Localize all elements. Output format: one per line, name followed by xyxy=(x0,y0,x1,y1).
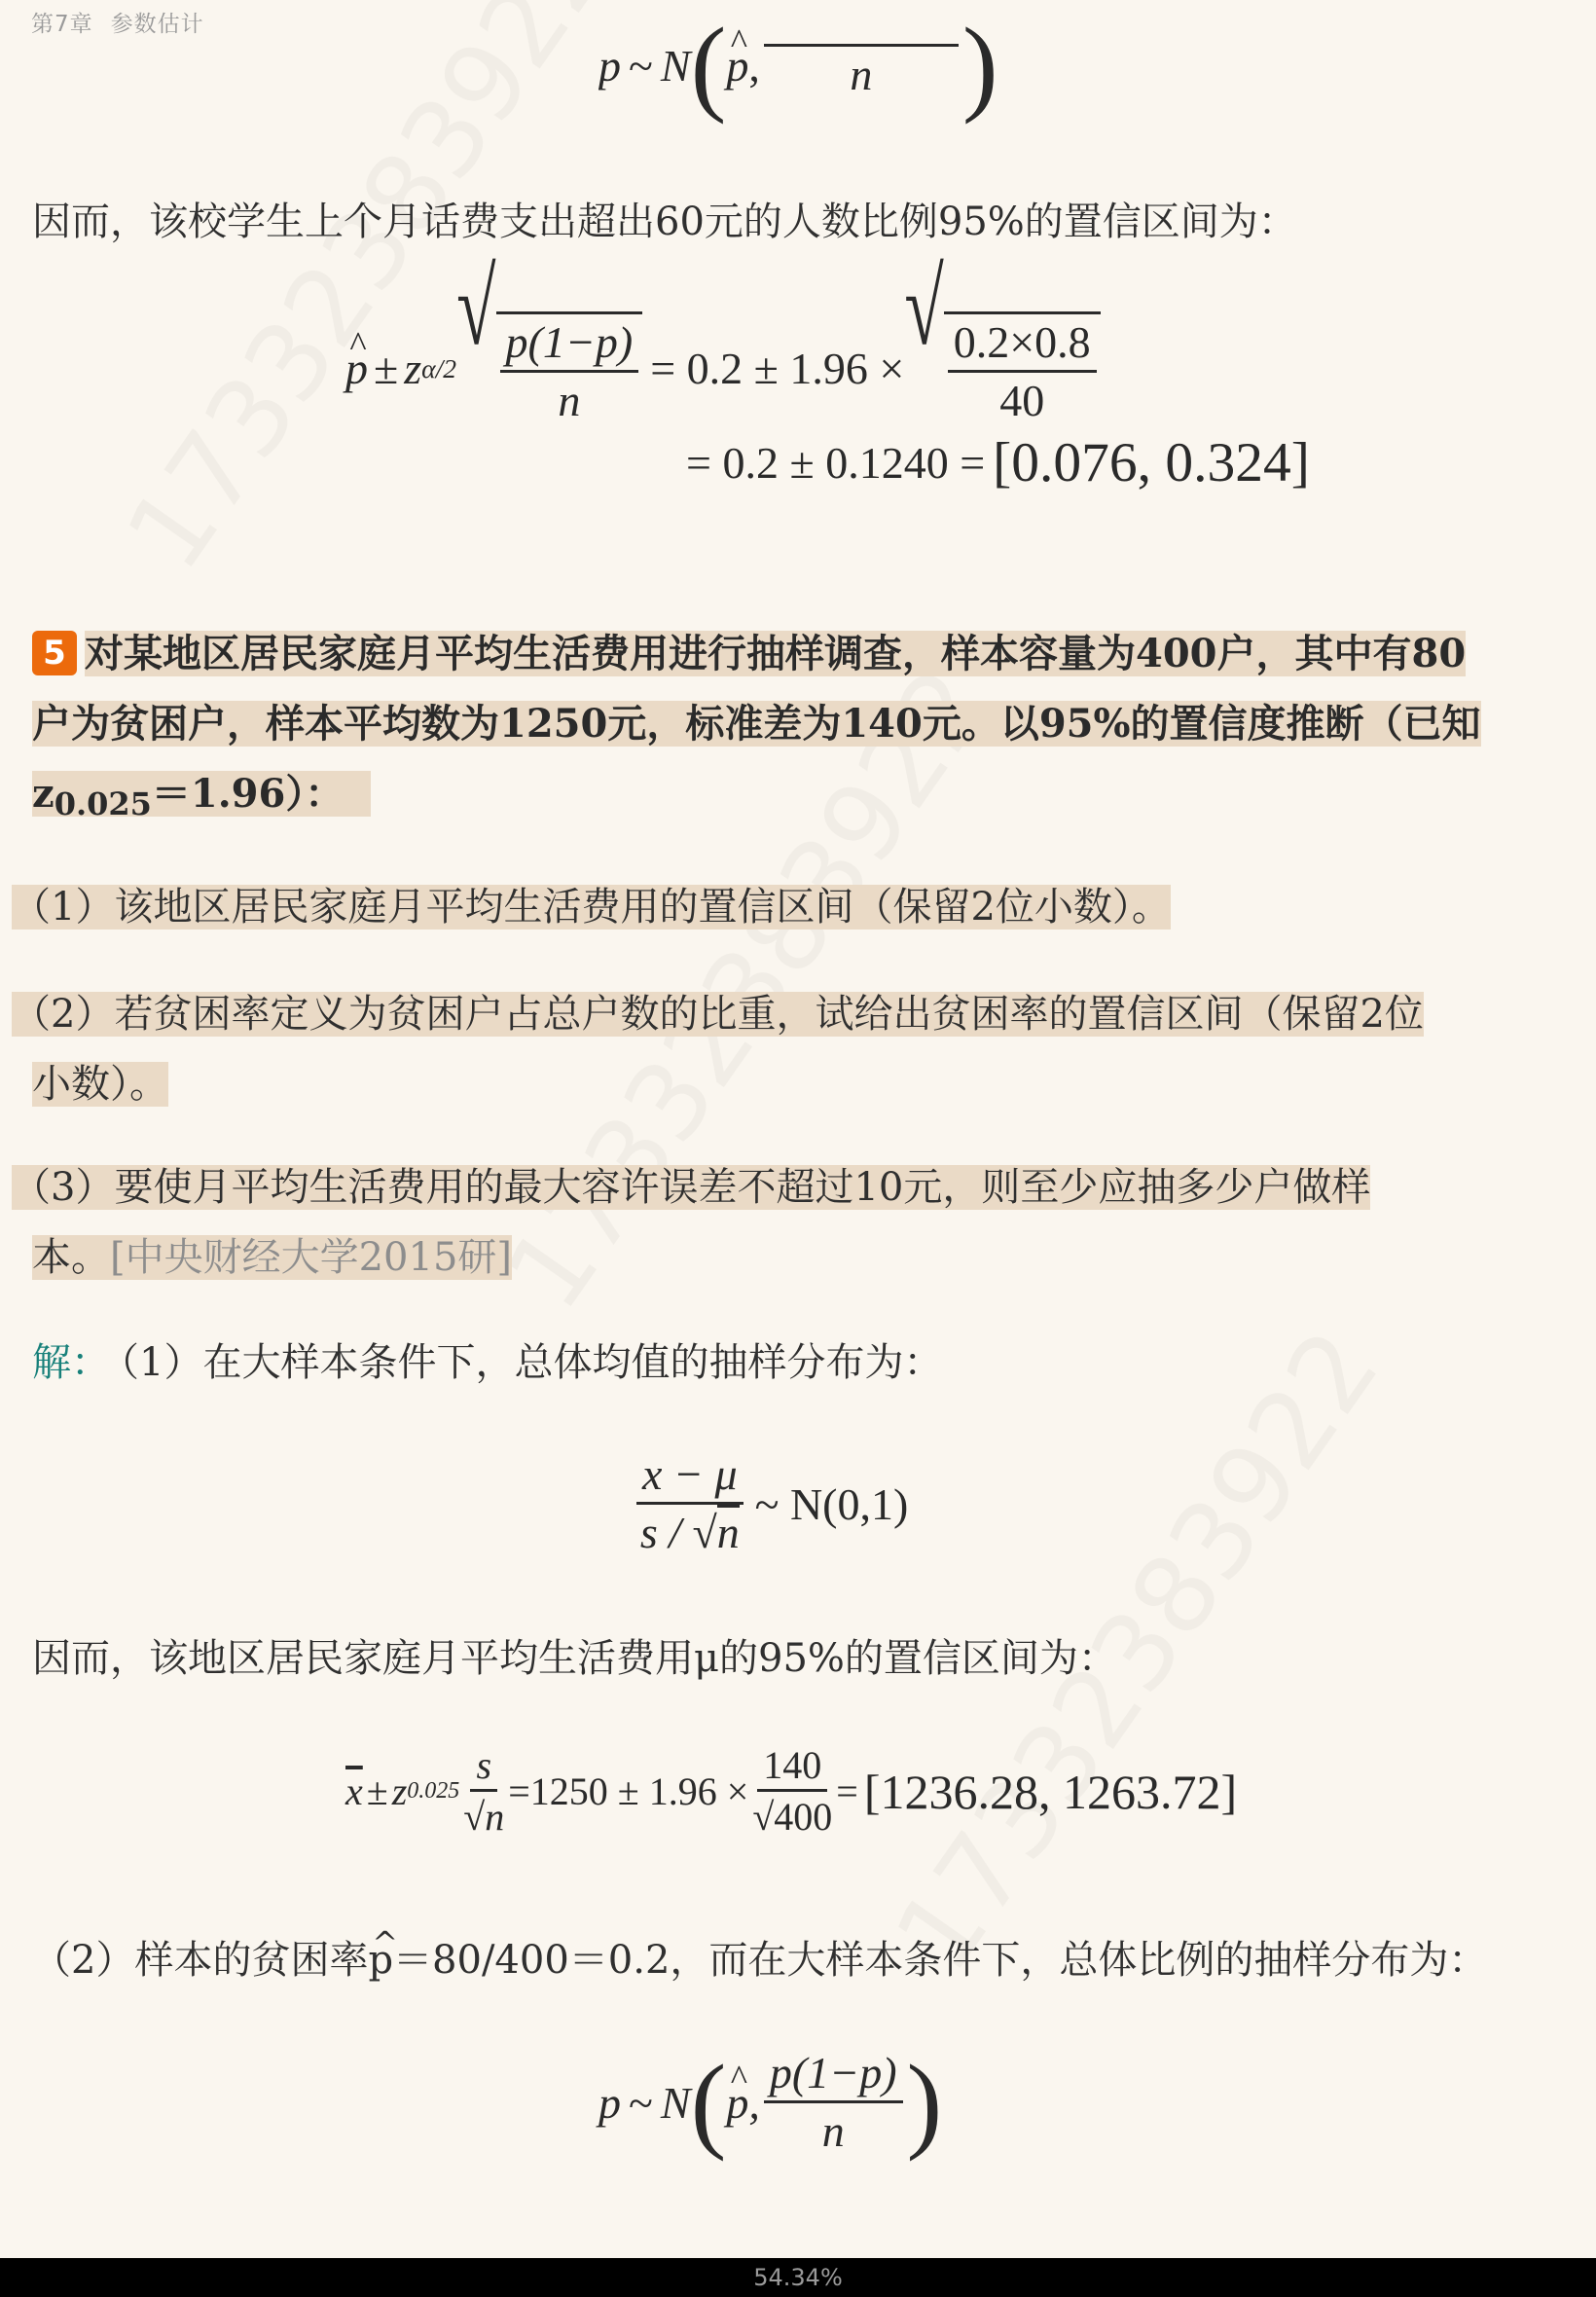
math-subscript: 0.025 xyxy=(54,785,152,822)
math-var: $\overline{x}$ xyxy=(345,1769,363,1813)
solution-text: ＝80/400＝0.2，而在大样本条件下，总体比例的抽样分布为： xyxy=(393,1938,1488,1983)
chapter-header xyxy=(31,6,204,38)
math-var: p xyxy=(598,41,621,91)
math-op: ± xyxy=(366,1769,388,1813)
math-numerator: x − μ xyxy=(636,1450,744,1505)
mean-sampling-distribution-formula: $\frac{x - \mu}{s / √n}$ ~ N(0,1) xyxy=(633,1450,908,1557)
math-numerator: p(1−p) xyxy=(500,318,639,373)
watermark xyxy=(102,0,634,592)
math-numerator: 140 xyxy=(757,1744,827,1792)
left-paren: ( xyxy=(690,6,727,126)
question-number-badge: 5 xyxy=(32,631,77,675)
math-expr: =1250 ± 1.96 × xyxy=(508,1769,749,1813)
chapter-title: 参数估计 xyxy=(110,12,204,37)
math-subscript: 0.025 xyxy=(407,1778,460,1804)
math-var: z xyxy=(404,344,422,394)
math-var: ^ p xyxy=(726,40,748,91)
sub-question-text: （1）该地区居民家庭月平均生活费用的置信区间（保留2位小数）。 xyxy=(12,885,1171,930)
proportion-sampling-distribution-formula xyxy=(598,2043,943,2162)
solution-part2-intro xyxy=(32,1925,1487,1995)
solution-label: 解： xyxy=(32,1340,110,1385)
math-denominator: 400 xyxy=(774,1795,833,1839)
math-numerator: 0.2×0.8 xyxy=(948,318,1097,373)
right-paren: ) xyxy=(906,2043,943,2162)
solution-part1-intro xyxy=(32,1328,942,1398)
solution-text: （2）样本的贫困率 xyxy=(32,1938,369,1983)
math-denominator: 40 xyxy=(999,375,1045,425)
math-op: = xyxy=(836,1769,858,1813)
math-numerator: p(1−p) xyxy=(764,2049,903,2103)
solution-text: （1）在大样本条件下，总体均值的抽样分布为： xyxy=(120,1340,943,1385)
math-op: ~ xyxy=(629,2077,653,2128)
question-text-line: 对某地区居民家庭月平均生活费用进行抽样调查，样本容量为400户，其中有80 xyxy=(85,631,1467,676)
sub-question-text: （3）要使月平均生活费用的最大容许误差不超过10元，则至少应抽多少户做样 xyxy=(12,1165,1371,1210)
math-var: N xyxy=(660,41,691,91)
sub-question-text: 本。 xyxy=(32,1235,110,1280)
math-op: ± xyxy=(374,344,399,394)
math-denominator: n xyxy=(821,2105,845,2156)
left-paren: ( xyxy=(690,2043,727,2162)
sub-question-text: 小数）。 xyxy=(32,1062,168,1107)
reading-progress-bar xyxy=(0,2258,1596,2297)
math-var: s / xyxy=(639,1507,681,1557)
question-text-line: ＝1.96）： xyxy=(151,771,345,817)
math-var: N xyxy=(660,2077,691,2128)
ci-result: [1236.28, 1263.72] xyxy=(863,1764,1238,1819)
previous-conclusion: 因而，该校学生上个月话费支出超出60元的人数比例95%的置信区间为： xyxy=(32,200,1297,244)
math-subscript: α/2 xyxy=(421,352,457,383)
reading-progress-percent: 54.34% xyxy=(753,2264,843,2291)
sub-question-1 xyxy=(12,872,1171,942)
math-denominator: n xyxy=(485,1795,505,1839)
solution-part1-conclusion: 因而，该地区居民家庭月平均生活费用μ的95%的置信区间为： xyxy=(32,1636,1117,1681)
math-numerator: s xyxy=(470,1744,497,1792)
math-var: ^ p xyxy=(345,343,368,394)
math-var: p xyxy=(598,2077,621,2128)
math-var: z xyxy=(32,771,54,817)
math-var: n xyxy=(850,50,873,99)
sub-question-2 xyxy=(12,979,1424,1119)
sub-question-text: （2）若贫困率定义为贫困户占总户数的比重，试给出贫困率的置信区间（保留2位 xyxy=(12,992,1424,1037)
mean-ci-formula: $\overline{x}$ ± z 0.025 $\frac{s}{√n}$ =1250 ± 1.96 × $\frac{140}{√400}$ = [1236.28, 1263.72] xyxy=(345,1743,1238,1839)
math-expr: = 0.2 ± 1.96 × xyxy=(650,344,905,394)
question-text-line: 户为贫困户，样本平均数为1250元，标准差为140元。以95%的置信度推断（已知 xyxy=(32,701,1481,747)
sub-question-3 xyxy=(12,1152,1370,1293)
math-expr: ~ N(0,1) xyxy=(754,1478,909,1529)
math-var: ^ p, xyxy=(726,2077,760,2129)
source-citation: [中央财经大学2015研] xyxy=(110,1235,513,1280)
math-expr: = 0.2 ± 0.1240 = xyxy=(686,438,986,489)
proportion-ci-formula: ^ p ± z α/2 √ $\frac{p(1-p)}{n}$ = 0.2 ± 1.96 × √ $\frac{0.2\times 0.8}{40}$ = 0.2 ± 0.1240 = [0.076, 0.324] xyxy=(345,311,1310,494)
partial-proportion-distribution-formula: p ~ N ( ^ p , n ) xyxy=(598,0,998,131)
question-5 xyxy=(32,619,1481,839)
math-op: ~ xyxy=(629,41,653,91)
chapter-number: 第7章 xyxy=(31,12,93,37)
math-var: ^ p xyxy=(368,1925,393,1995)
math-var: z xyxy=(391,1769,408,1813)
math-denominator: n xyxy=(558,375,581,425)
right-paren: ) xyxy=(961,6,998,126)
math-var: n xyxy=(717,1505,740,1557)
ci-result: [0.076, 0.324] xyxy=(993,432,1310,494)
